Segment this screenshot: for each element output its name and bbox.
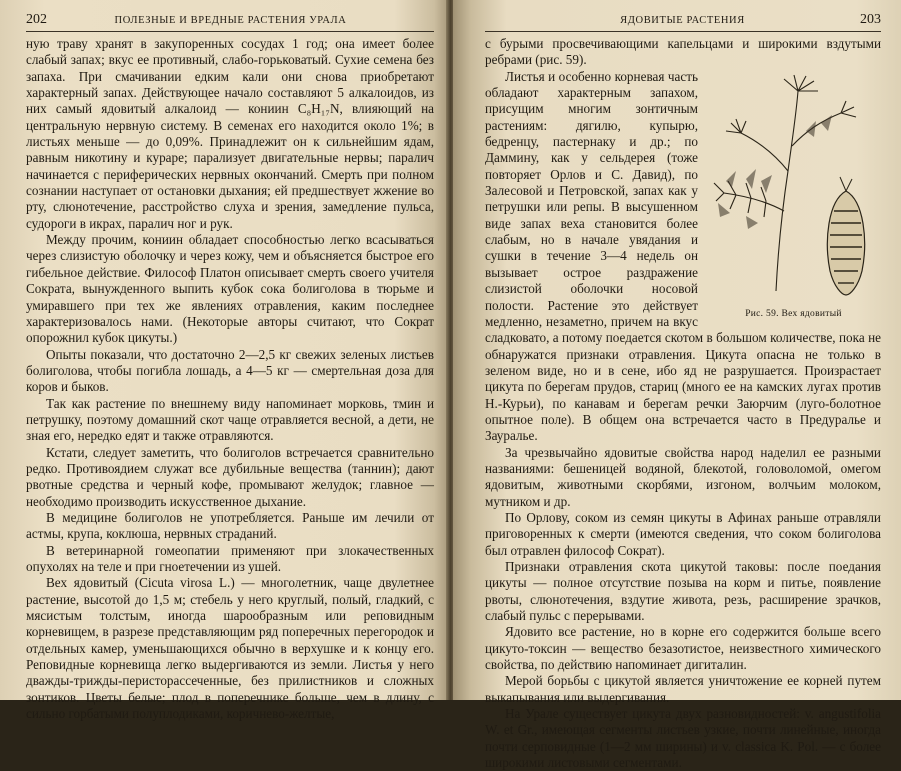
paragraph: Вех ядовитый (Cicuta virosa L.) — многолетник, чаще двулетнее растение, высотой до 1,5 м; стебель у него круглый, полый, гладкий, с мясистым толстым, иногда шарообразным или реповидным корневищем, в разрезе представляющим ряд поперечных перегородок и отдельных камер, уменьшающихся обычно в верхушке и к концу его. Реповидные корневища легко выдергиваются из земли. Листья у него дважды-трижды-перистораcсеченные, без прилистников и сложных зонтиков. Цветы белые; плод в поперечнике больше, чем в длину, с сильно горбатыми полуплодиками, коричнево-желтые, [26,575,434,722]
right-page-header [485,12,881,32]
left-running-title: ПОЛЕЗНЫЕ И ВРЕДНЫЕ РАСТЕНИЯ УРАЛА [114,15,347,26]
paragraph: На Урале существует цикута двух разновидностей: v. angustifolia W. et Gr., имеющая сегменты листьев узкие, почти линейные, иногда почти серповидные (1—2 мм ширины) и v. classica K. Pol. — с более широкими листовыми сегментами. [485,706,881,771]
paragraph: В медицине болиголов не употребляется. Раньше им лечили от астмы, крупа, коклюша, нервных страданий. [26,509,434,542]
figure-59 [706,71,881,319]
paragraph: За чрезвычайно ядовитые свойства народ наделил ее разными названиями: бешеницей водяной, блекотой, головоломой, омегом ядовитым, животными скорбями, изгоном, волчьим молоком, мутником и др. [485,444,881,509]
right-page-number: 203 [859,12,881,27]
left-page [0,0,448,722]
right-running-title: ЯДОВИТЫЕ РАСТЕНИЯ [620,15,745,26]
paragraph: Между прочим, кониин обладает способностью легко всасываться через слизистую оболочку и через кожу, чем и объясняется быстрое его гибельное действие. Философ Платон описывает смерть своего учителя Сократа, вынужденного выпить кубок сока болиголова в тюрьме и умиравшего при тех же явлениях отравления, каким последнее характеризовалось нами. (Некоторые авторы считают, что Сократ опорожнил кубок цикуты.) [26,232,434,346]
paragraph: В ветеринарной гомеопатии применяют при злокачественных опухолях на теле и при гноетечении из ушей. [26,542,434,574]
paragraph: Листья и особенно корневая часть обладают характерным запахом, присущим многим зонтичным растениям: дягилю, купырю, бедренцу, пастернаку и др.; по Даммину, как у сельдерея (тоже повторяет Орлов и С. Давид), по Залесовой и Петровской, запах как у петрушки или репы. В высушенном виде запах веха становится более слабым, но в начале увядания и сушки в течение 3—4 недель он вызывает острое раздражение слизистой оболочки носовой полости. Растение это действует медленно, незаметно, причем на вкус сладковато, а потому поедается скотом в большом количестве, пока не обнаружатся признаки отравления. Цикута опасна не только в зеленом виде, но и в сене, ибо яд не разрушается. Произрастает цикута по берегам прудов, стариц (много ее на камских лугах против Н.-Курьи), по канавам и берегам речки Заюрчим (луго-болотное опытное поле). В общем она встречается часто в Предуралье и Зауралье. [485,68,881,444]
left-page-header [26,12,434,32]
cicuta-plant-icon [706,71,881,299]
right-page-body [485,36,881,771]
right-page [453,0,901,771]
left-page-body [26,36,434,722]
left-page-number: 202 [26,12,47,27]
paragraph: Опыты показали, что достаточно 2—2,5 кг свежих зеленых листьев болиголова, чтобы погибла лошадь, а 4—5 кг — смертельная доза для коров и быков. [26,346,434,395]
paragraph: Так как растение по внешнему виду напоминает морковь, тмин и петрушку, поэтому домашний скот чаще отравляется весной, а дети, не зная его, нередко едят и также отравляются. [26,395,434,444]
root-cross-section [827,191,864,295]
paragraph: Ядовито все растение, но в корне его содержится больше всего цикуто-токсин — вещество безазотистое, неизвестного химического свойства, по действию напоминает дигиталин. [485,624,881,673]
paragraph: По Орлову, соком из семян цикуты в Афинах раньше отравляли приговоренных к смерти (имеются сведения, что соком болиголова был отравлен философ Сократ). [485,509,881,558]
paragraph: Мерой борьбы с цикутой является уничтожение ее корней путем выкапывания или выдергивания. [485,673,881,705]
paragraph: Кстати, следует заметить, что болиголов встречается сравнительно редко. Противоядием служат все дубильные вещества (таннин); дают рвотные средства и черный кофе, промывают желудок; главное — необходимо производить искусственное дыхание. [26,444,434,509]
paragraph: с бурыми просвечивающими капельцами и широкими вздутыми ребрами (рис. 59). [485,36,881,68]
paragraph: Признаки отравления скота цикутой таковы: после поедания цикуты — полное отсутствие позыва на корм и питье, появление рвоты, слюнотечения, вздутие живота, резь, расширение зрачков, слабый пульс с перерывами. [485,559,881,624]
figure-caption: Рис. 59. Вех ядовитый [745,308,842,319]
paragraph: ную траву хранят в закупоренных сосудах 1 год; она имеет более слабый запах; вкус ее противный, слабо-горьковатый. Сухие семена без запаха. При смачивании едким кали они снова приобретают характерный запах. Действующее начало составляют 5 алкалоидов, из них самый ядовитый алкалоид — кониин C₈H₁₇N, влияющий на центральную нервную систему. В семенах его находится около 1%; в листьях меньше — до 0,09%. Принадлежит он к сильнейшим ядам, равным никотину и кураре; парализует двигательные нервы; паралич начинается с периферических нервных окончаний. Смерть при полном сознании наступает от остановки дыхания; ей предшествует жжение во рту, слюнотечение, расстройство слуха и зрения, замедление пульса, судороги в икрах, паралич ног и рук. [26,36,434,231]
